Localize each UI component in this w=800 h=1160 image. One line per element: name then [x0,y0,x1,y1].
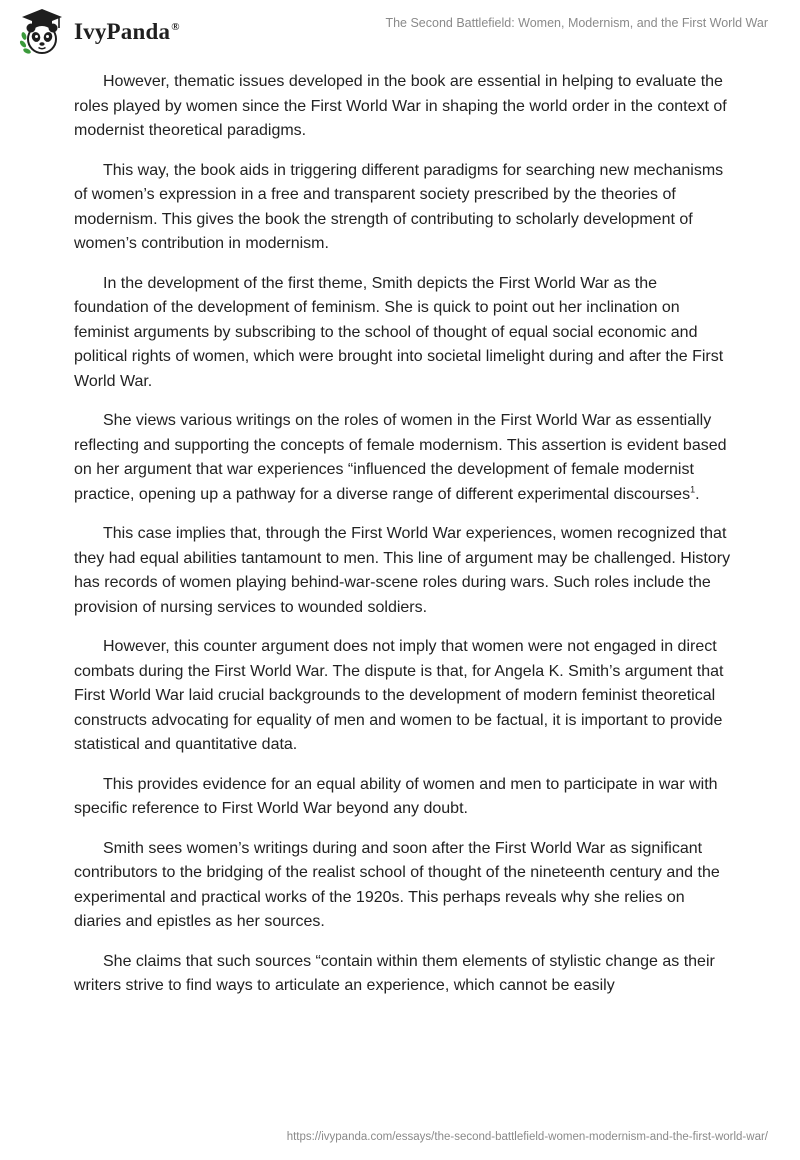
paragraph: Smith sees women’s writings during and soon after the First World War as significant contributors to the bridging of the realist school of thought of the nineteenth century and the experimental and practical works of the 1920s. This perhaps reveals why she relies on diaries and epistles as her sources. [74,839,720,930]
essay-body [74,70,734,1014]
brand-logo[interactable] [16,6,180,58]
paragraph-text: She views various writings on the roles of women in the First World War as essentially reflecting and supporting the concepts of female modernism. This assertion is evident based on her argument that war experiences “influenced the development of female modernist practice, opening up a pathway for a diverse range of different experimental discourses [74,412,727,503]
paragraph: This case implies that, through the First World War experiences, women recognized that they had equal abilities tantamount to men. This line of argument may be challenged. History has records of women playing behind-war-scene roles during wars. Such roles include the provision of nursing services to wounded soldiers. [74,525,731,616]
panda-logo-icon [16,6,68,58]
paragraph: However, thematic issues developed in the book are essential in helping to evaluate the roles played by women since the First World War in shaping the world order in the context of modernist theoretical paradigms. [74,73,727,139]
source-url[interactable]: https://ivypanda.com/essays/the-second-battlefield-women-modernism-and-the-first-world-war/ [286,1131,768,1143]
page-header [0,0,800,64]
paragraph: This provides evidence for an equal ability of women and men to participate in war with specific reference to First World War beyond any doubt. [74,775,718,817]
footnote-marker[interactable]: 1 [690,484,696,495]
paragraph: In the development of the first theme, Smith depicts the First World War as the foundation of the development of feminism. She is quick to point out her inclination on feminist arguments by subscribing to the school of thought of equal social economic and political rights of women, which were brought into societal limelight during and after the First World War. [74,274,724,390]
paragraph-tail: . [695,485,700,503]
paragraph: This way, the book aids in triggering different paradigms for searching new mechanisms of women’s expression in a free and transparent society prescribed by the theories of modernism. This gives the book the strength of contributing to scholarly development of women’s contribution in modernism. [74,161,724,252]
brand-name: IvyPanda® [74,19,180,44]
paragraph [74,409,734,507]
document-title: The Second Battlefield: Women, Modernism, and the First World War [385,16,768,30]
paragraph: However, this counter argument does not imply that women were not engaged in direct combats during the First World War. The dispute is that, for Angela K. Smith’s argument that First World War laid crucial backgrounds to the development of modern feminist theoretical constructs advocating for equality of men and women to be factual, it is important to provide statistical and quantitative data. [74,638,724,753]
paragraph: She claims that such sources “contain within them elements of stylistic change as their writers strive to find ways to articulate an experience, which cannot be easily [74,952,715,994]
